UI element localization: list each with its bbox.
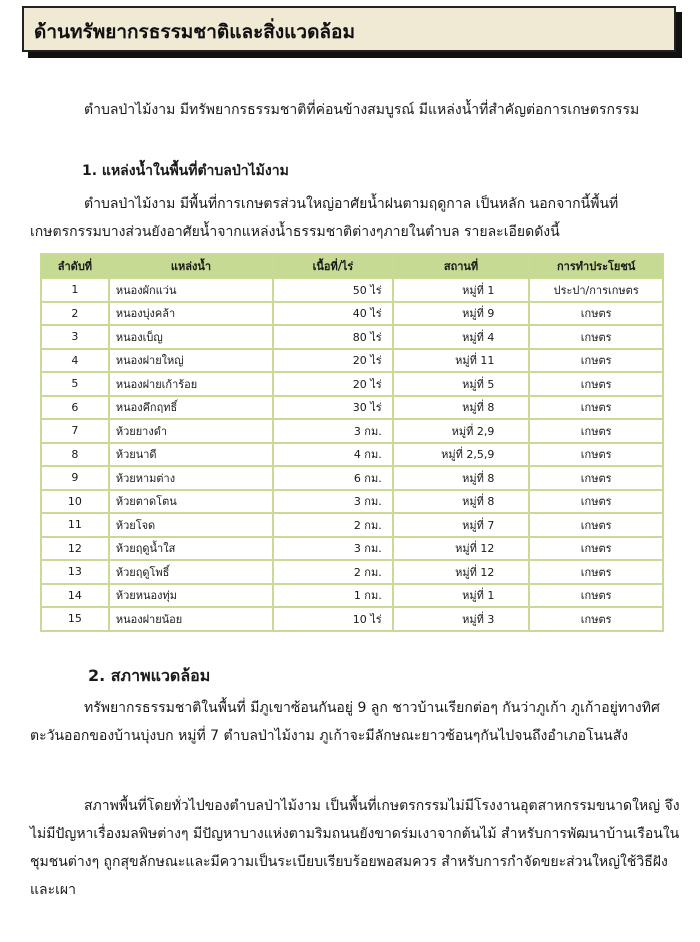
table-body xyxy=(41,278,663,631)
cell-location: หมู่ที่ 12 xyxy=(393,560,530,584)
cell-usage: เกษตร xyxy=(529,325,663,349)
cell-area: 2 กม. xyxy=(273,560,393,584)
cell-no: 9 xyxy=(41,466,109,490)
cell-location: หมู่ที่ 11 xyxy=(393,349,530,373)
cell-no: 13 xyxy=(41,560,109,584)
cell-area: 50 ไร่ xyxy=(273,278,393,302)
cell-source: ห้วยหนองทุ่ม xyxy=(109,584,273,608)
cell-source: หนองฝายเก้าร้อย xyxy=(109,372,273,396)
cell-area: 2 กม. xyxy=(273,513,393,537)
table-row xyxy=(41,560,663,584)
cell-no: 12 xyxy=(41,537,109,561)
table-row xyxy=(41,372,663,396)
cell-no: 2 xyxy=(41,302,109,326)
cell-location: หมู่ที่ 1 xyxy=(393,584,530,608)
cell-no: 4 xyxy=(41,349,109,373)
cell-location: หมู่ที่ 7 xyxy=(393,513,530,537)
cell-usage: เกษตร xyxy=(529,302,663,326)
cell-location: หมู่ที่ 4 xyxy=(393,325,530,349)
cell-area: 6 กม. xyxy=(273,466,393,490)
cell-location: หมู่ที่ 3 xyxy=(393,607,530,631)
cell-location: หมู่ที่ 2,5,9 xyxy=(393,443,530,467)
cell-usage: เกษตร xyxy=(529,513,663,537)
cell-source: หนองบุ่งคล้า xyxy=(109,302,273,326)
cell-source: ห้วยนาดี xyxy=(109,443,273,467)
cell-no: 1 xyxy=(41,278,109,302)
table-row xyxy=(41,278,663,302)
table-row xyxy=(41,419,663,443)
cell-source: หนองคึกฤทธิ์ xyxy=(109,396,273,420)
cell-source: หนองเบ็ญ xyxy=(109,325,273,349)
cell-area: 20 ไร่ xyxy=(273,372,393,396)
cell-location: หมู่ที่ 5 xyxy=(393,372,530,396)
water-sources-table xyxy=(40,253,664,632)
section2-paragraph-1: ทรัพยากรธรรมชาติในพื้นที่ มีภูเขาซ้อนกันอยู่ 9 ลูก ชาวบ้านเรียกต่อๆ กันว่าภูเก้า ภูเก้าอยู่ทางทิศตะวันออกของบ้านบุ่งบก หมู่ที่ 7 ตำบลป่าไม้งาม ภูเก้าจะมีลักษณะยาวซ้อนๆกันไปจนถึงอำเภอโนนสัง xyxy=(30,700,660,744)
section2-heading: 2. สภาพแวดล้อม xyxy=(88,666,211,685)
header-area: เนื้อที่/ไร่ xyxy=(273,254,393,278)
cell-area: 20 ไร่ xyxy=(273,349,393,373)
cell-location: หมู่ที่ 12 xyxy=(393,537,530,561)
cell-no: 11 xyxy=(41,513,109,537)
table-row xyxy=(41,584,663,608)
cell-area: 40 ไร่ xyxy=(273,302,393,326)
table-row xyxy=(41,490,663,514)
table-row xyxy=(41,513,663,537)
section1-heading: 1. แหล่งน้ำในพื้นที่ตำบลป่าไม้งาม xyxy=(82,163,289,179)
cell-source: ห้วยฤดูน้ำใส xyxy=(109,537,273,561)
cell-no: 15 xyxy=(41,607,109,631)
cell-usage: เกษตร xyxy=(529,584,663,608)
cell-source: หนองฝายใหญ่ xyxy=(109,349,273,373)
cell-source: ห้วยหามต่าง xyxy=(109,466,273,490)
cell-source: ห้วยฤดูโพธิ์ xyxy=(109,560,273,584)
header-location: สถานที่ xyxy=(393,254,530,278)
cell-no: 3 xyxy=(41,325,109,349)
page-title: ด้านทรัพยากรธรรมชาติและสิ่งแวดล้อม xyxy=(34,21,355,43)
cell-location: หมู่ที่ 8 xyxy=(393,396,530,420)
cell-no: 10 xyxy=(41,490,109,514)
cell-no: 5 xyxy=(41,372,109,396)
cell-usage: เกษตร xyxy=(529,396,663,420)
cell-area: 3 กม. xyxy=(273,537,393,561)
cell-source: ห้วยโจด xyxy=(109,513,273,537)
page-title-box xyxy=(22,6,676,52)
cell-source: ห้วยยางดำ xyxy=(109,419,273,443)
cell-source: หนองฝายน้อย xyxy=(109,607,273,631)
cell-source: หนองผักแว่น xyxy=(109,278,273,302)
cell-usage: เกษตร xyxy=(529,466,663,490)
cell-usage: เกษตร xyxy=(529,607,663,631)
table-row xyxy=(41,325,663,349)
cell-usage: เกษตร xyxy=(529,372,663,396)
cell-area: 4 กม. xyxy=(273,443,393,467)
cell-location: หมู่ที่ 8 xyxy=(393,490,530,514)
cell-location: หมู่ที่ 1 xyxy=(393,278,530,302)
table-row xyxy=(41,349,663,373)
cell-source: ห้วยตาดโตน xyxy=(109,490,273,514)
header-no: ลำดับที่ xyxy=(41,254,109,278)
cell-usage: เกษตร xyxy=(529,443,663,467)
cell-area: 80 ไร่ xyxy=(273,325,393,349)
table-row xyxy=(41,607,663,631)
header-usage: การทำประโยชน์ xyxy=(529,254,663,278)
section2-paragraph-2: สภาพพื้นที่โดยทั่วไปของตำบลป่าไม้งาม เป็นพื้นที่เกษตรกรรมไม่มีโรงงานอุตสาหกรรมขนาดใหญ่ จึงไม่มีปัญหาเรื่องมลพิษต่างๆ มีปัญหาบางแห่งตามริมถนนยังขาดร่มเงาจากต้นไม้ สำหรับการพัฒนาบ้านเรือนในชุมชนต่างๆ ถูกสุขลักษณะและมีความเป็นระเบียบเรียบร้อยพอสมควร สำหรับการกำจัดขยะส่วนใหญ่ใช้วิธีฝังและเผา xyxy=(30,798,680,898)
table-row xyxy=(41,537,663,561)
table-row xyxy=(41,396,663,420)
intro-paragraph: ตำบลป่าไม้งาม มีทรัพยากรธรรมชาติที่ค่อนข้างสมบูรณ์ มีแหล่งน้ำที่สำคัญต่อการเกษตรกรรม xyxy=(84,102,640,118)
cell-no: 8 xyxy=(41,443,109,467)
cell-usage: เกษตร xyxy=(529,490,663,514)
cell-no: 6 xyxy=(41,396,109,420)
cell-usage: เกษตร xyxy=(529,349,663,373)
cell-area: 3 กม. xyxy=(273,419,393,443)
table-header-row xyxy=(41,254,663,278)
cell-location: หมู่ที่ 2,9 xyxy=(393,419,530,443)
cell-usage: เกษตร xyxy=(529,537,663,561)
table-row xyxy=(41,443,663,467)
cell-location: หมู่ที่ 8 xyxy=(393,466,530,490)
cell-usage: เกษตร xyxy=(529,419,663,443)
cell-area: 30 ไร่ xyxy=(273,396,393,420)
cell-area: 10 ไร่ xyxy=(273,607,393,631)
cell-usage: เกษตร xyxy=(529,560,663,584)
table-row xyxy=(41,302,663,326)
cell-usage: ประปา/การเกษตร xyxy=(529,278,663,302)
table-row xyxy=(41,466,663,490)
section1-paragraph: ตำบลป่าไม้งาม มีพื้นที่การเกษตรส่วนใหญ่อาศัยน้ำฝนตามฤดูกาล เป็นหลัก นอกจากนี้พื้นที่เกษตรกรรมบางส่วนยังอาศัยน้ำจากแหล่งน้ำธรรมชาติต่างๆภายในตำบล รายละเอียดดังนี้ xyxy=(30,196,619,240)
cell-area: 1 กม. xyxy=(273,584,393,608)
cell-no: 7 xyxy=(41,419,109,443)
cell-area: 3 กม. xyxy=(273,490,393,514)
header-source: แหล่งน้ำ xyxy=(109,254,273,278)
cell-no: 14 xyxy=(41,584,109,608)
cell-location: หมู่ที่ 9 xyxy=(393,302,530,326)
